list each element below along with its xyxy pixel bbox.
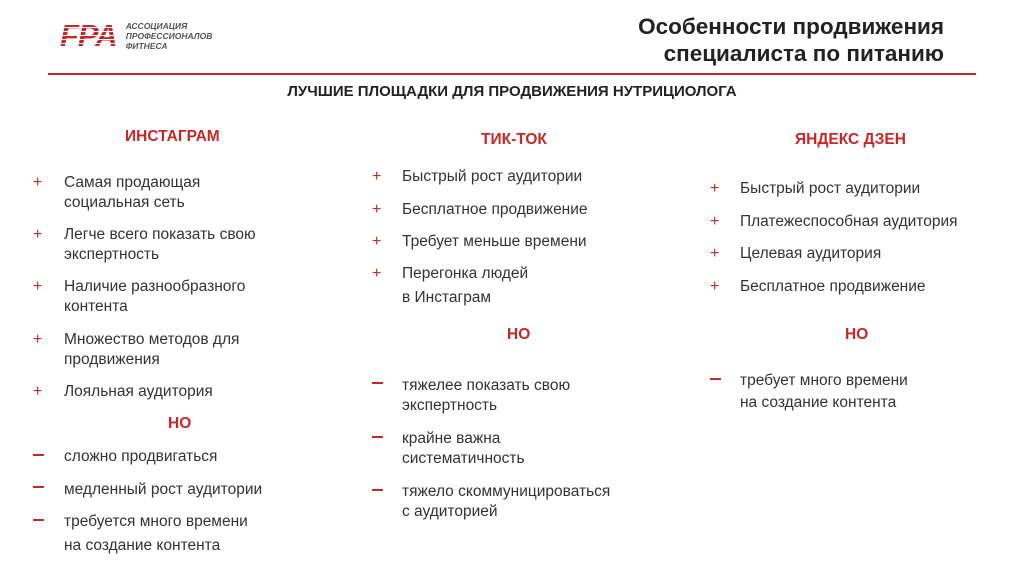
logo-caption-line: АССОЦИАЦИЯ <box>125 20 188 31</box>
logo-caption-line: ПРОФЕССИОНАЛОВ <box>125 30 213 41</box>
page-title-line: Особенности продвижения <box>638 14 944 39</box>
page-title-line: специалиста по питанию <box>663 41 944 66</box>
plus-icon: + <box>33 331 43 348</box>
list-item-text: Самая продающая <box>64 174 201 191</box>
list-item-text: Бесплатное продвижение <box>740 278 926 295</box>
list-item-text: Легче всего показать свою <box>64 226 256 243</box>
plus-icon: + <box>710 245 720 262</box>
but-label: НО <box>168 415 192 432</box>
column-heading-instagram: ИНСТАГРАМ <box>125 128 220 145</box>
plus-icon: + <box>33 278 43 295</box>
list-item-text: крайне важна <box>402 430 501 447</box>
list-item-text: продвижения <box>64 351 160 368</box>
column-heading-yandex-zen: ЯНДЕКС ДЗЕН <box>795 131 906 148</box>
list-item-text: Наличие разнообразного <box>64 278 246 295</box>
list-item-text: Бесплатное продвижение <box>402 201 588 218</box>
list-item-text: экспертность <box>64 246 160 263</box>
header-divider <box>48 73 976 75</box>
page-title <box>638 13 944 67</box>
plus-icon: + <box>710 213 720 230</box>
list-item-text: экспертность <box>402 397 498 414</box>
logo-caption <box>126 21 213 51</box>
logo-caption-line: ФИТНЕСА <box>125 40 168 51</box>
list-item-text: сложно продвигаться <box>64 448 218 465</box>
but-label: НО <box>845 326 869 343</box>
list-item-text: требуется много времени <box>64 513 248 530</box>
plus-icon: + <box>372 168 382 185</box>
column-heading-tiktok: ТИК-ТОК <box>481 131 547 148</box>
list-item-text: Целевая аудитория <box>740 245 882 262</box>
list-item-text: Лояльная аудитория <box>64 383 213 400</box>
list-item-text: Быстрый рост аудитории <box>740 180 921 197</box>
plus-icon: + <box>33 174 43 191</box>
list-item-text: на создание контента <box>64 537 221 554</box>
list-item-text: контента <box>64 298 128 315</box>
list-item-text: тяжело скоммуницироваться <box>402 483 611 500</box>
plus-icon: + <box>33 226 43 243</box>
list-item-text: с аудиторией <box>402 503 498 520</box>
section-subtitle: ЛУЧШИЕ ПЛОЩАДКИ ДЛЯ ПРОДВИЖЕНИЯ НУТРИЦИОЛОГА <box>287 83 737 100</box>
plus-icon: + <box>33 383 43 400</box>
plus-icon: + <box>372 265 382 282</box>
list-item-text: требует много времени <box>740 372 908 389</box>
list-item-text: Быстрый рост аудитории <box>402 168 583 185</box>
plus-icon: + <box>710 278 720 295</box>
list-item-text: систематичность <box>402 450 525 467</box>
list-item-text: Множество методов для <box>64 331 240 348</box>
plus-icon: + <box>372 201 382 218</box>
logo-mark: FPA <box>60 18 117 53</box>
list-item-text: социальная сеть <box>64 194 185 211</box>
but-label: НО <box>507 326 531 343</box>
list-item-text: Перегонка людей <box>402 265 529 282</box>
list-item-text: медленный рост аудитории <box>64 481 263 498</box>
list-item-text: в Инстаграм <box>402 289 492 306</box>
plus-icon: + <box>372 233 382 250</box>
plus-icon: + <box>710 180 720 197</box>
list-item-text: на создание контента <box>740 394 897 411</box>
list-item-text: тяжелее показать свою <box>402 377 571 394</box>
list-item-text: Требует меньше времени <box>402 233 587 250</box>
list-item-text: Платежеспособная аудитория <box>740 213 958 230</box>
fpa-logo <box>60 20 212 51</box>
